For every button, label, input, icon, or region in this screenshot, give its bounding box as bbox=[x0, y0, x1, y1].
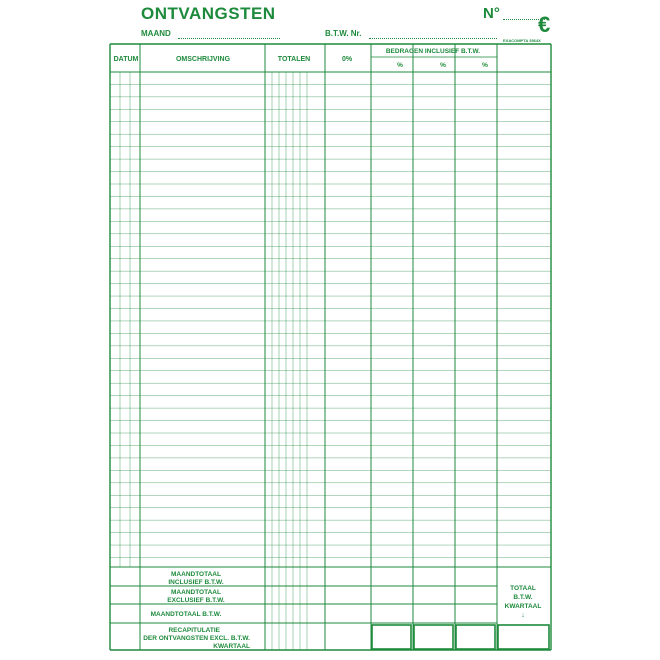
form-title: ONTVANGSTEN bbox=[141, 4, 276, 23]
down-arrow-icon: ↓ bbox=[521, 612, 525, 619]
vat-number-label: B.T.W. Nr. bbox=[325, 29, 362, 38]
column-header-totalen: TOTALEN bbox=[277, 56, 311, 63]
percent-header-2: % bbox=[440, 62, 446, 69]
column-group-amounts-incl-vat: BEDRAGEN INCLUSIEF B.T.W. bbox=[385, 48, 481, 55]
quarter-total-line3: KWARTAAL bbox=[504, 603, 542, 610]
footer-monthly-total-excl-line2: EXCLUSIEF B.T.W. bbox=[167, 597, 225, 604]
table-grid bbox=[110, 44, 551, 650]
percent-header-3: % bbox=[482, 62, 488, 69]
euro-icon: € bbox=[538, 12, 551, 37]
footer-monthly-total-vat: MAANDTOTAAL B.T.W. bbox=[150, 611, 222, 618]
footer-recap-line2: DER ONTVANGSTEN EXCL. B.T.W. bbox=[143, 635, 250, 642]
recap-box-total[interactable] bbox=[498, 625, 549, 649]
product-code: EXACOMPTA 3564X bbox=[503, 38, 541, 43]
quarter-total-line1: TOTAAL bbox=[510, 585, 536, 592]
column-header-omschrijving: OMSCHRIJVING bbox=[175, 56, 231, 63]
recap-box-2[interactable] bbox=[414, 625, 453, 649]
recap-box-3[interactable] bbox=[456, 625, 495, 649]
month-label: MAAND bbox=[141, 29, 171, 38]
recap-box-1[interactable] bbox=[372, 625, 411, 649]
quarter-total-line2: B.T.W. bbox=[513, 594, 533, 601]
footer-monthly-total-excl-line1: MAANDTOTAAL bbox=[171, 589, 221, 596]
column-header-zero-percent: 0% bbox=[341, 56, 353, 63]
footer-monthly-total-incl-line1: MAANDTOTAAL bbox=[171, 571, 221, 578]
footer-recap-line1: RECAPITULATIE bbox=[168, 627, 220, 634]
footer-monthly-total-incl-line2: INCLUSIEF B.T.W. bbox=[168, 579, 224, 586]
footer-recap-line3: KWARTAAL bbox=[213, 643, 250, 650]
number-label: N° bbox=[483, 5, 500, 22]
percent-header-1: % bbox=[397, 62, 403, 69]
table-labels bbox=[114, 48, 542, 650]
column-header-datum: DATUM bbox=[113, 56, 139, 63]
